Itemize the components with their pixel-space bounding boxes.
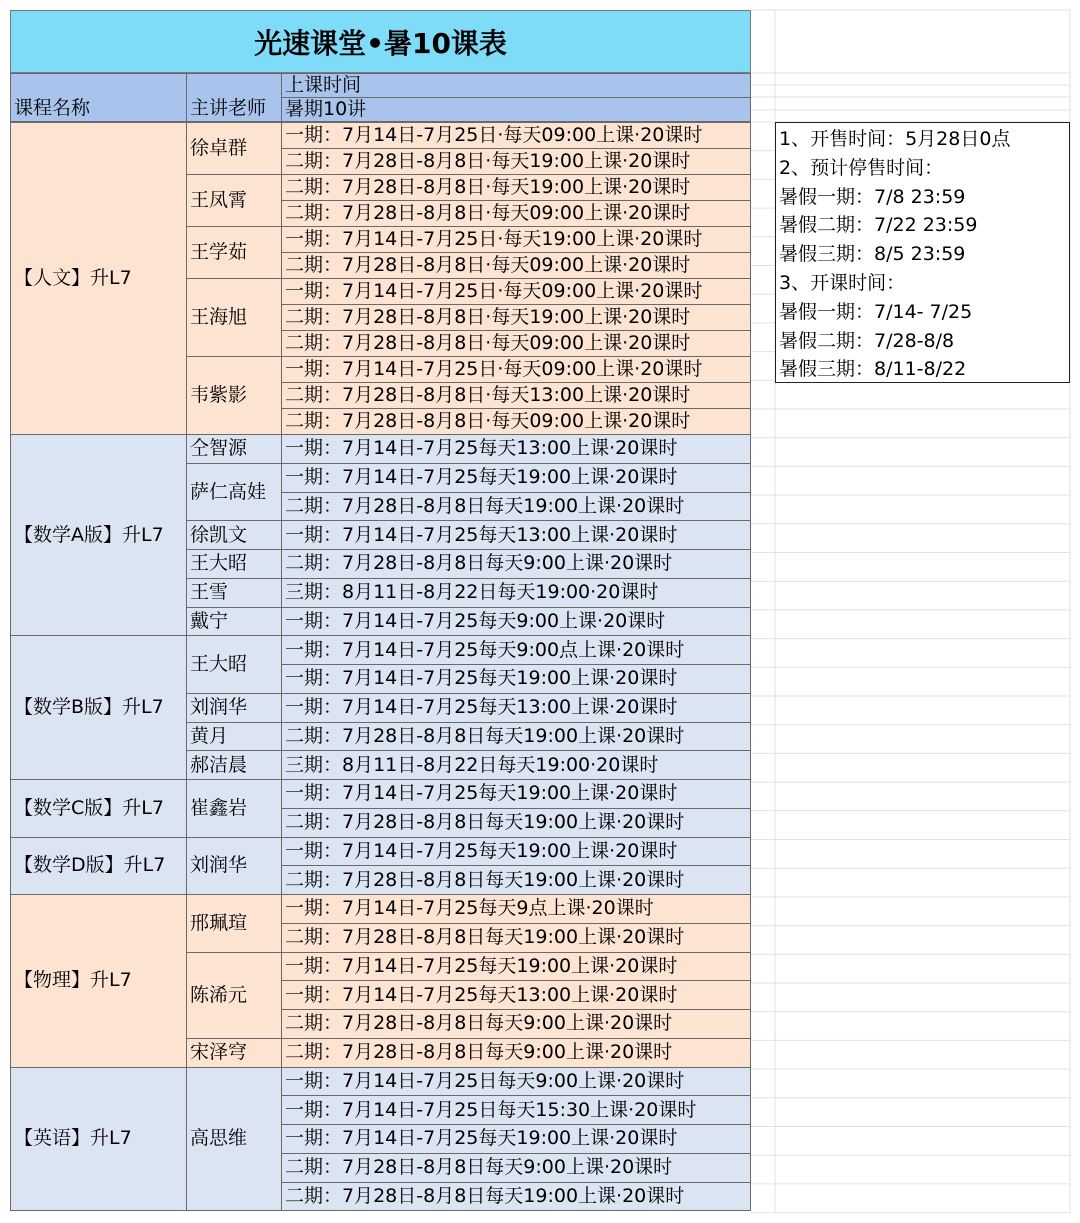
teacher-cell: 王雪 [186, 578, 282, 608]
note-line: 3、开课时间： [779, 271, 906, 294]
schedule-cell: 一期：7月14日-7月25每天13:00上课·20课时 [281, 520, 751, 550]
course-name-cell: 【数学C版】升L7 [10, 779, 187, 838]
schedule-cell: 一期：7月14日-7月25每天13:00上课·20课时 [281, 434, 751, 464]
teacher-cell: 戴宁 [186, 607, 282, 637]
note-line: 暑假二期：7/22 23:59 [779, 214, 978, 237]
teacher-cell: 郝洁晨 [186, 750, 282, 780]
schedule-cell: 一期：7月14日-7月25每天19:00上课·20课时 [281, 1124, 751, 1154]
teacher-cell: 王海旭 [186, 278, 282, 357]
schedule-cell: 一期：7月14日-7月25每天9点上课·20课时 [281, 894, 751, 924]
schedule-cell: 二期：7月28日-8月8日每天9:00上课·20课时 [281, 549, 751, 579]
schedule-cell: 一期：7月14日-7月25每天13:00上课·20课时 [281, 980, 751, 1010]
teacher-cell: 崔鑫岩 [186, 779, 282, 838]
schedule-cell: 二期：7月28日-8月8日每天19:00上课·20课时 [281, 865, 751, 895]
schedule-cell: 二期：7月28日-8月8日·每天09:00上课·20课时 [281, 330, 751, 357]
schedule-cell: 二期：7月28日-8月8日·每天09:00上课·20课时 [281, 408, 751, 435]
schedule-cell: 一期：7月14日-7月25每天9:00上课·20课时 [281, 607, 751, 637]
schedule-cell: 一期：7月14日-7月25每天19:00上课·20课时 [281, 664, 751, 694]
schedule-cell: 一期：7月14日-7月25日·每天19:00上课·20课时 [281, 226, 751, 253]
course-name-cell: 【数学B版】升L7 [10, 635, 187, 780]
note-line: 暑假一期：7/8 23:59 [779, 185, 966, 208]
schedule-cell: 一期：7月14日-7月25每天19:00上课·20课时 [281, 463, 751, 493]
header-summer-10-lessons: 暑期10讲 [281, 97, 751, 122]
schedule-cell: 一期：7月14日-7月25日·每天09:00上课·20课时 [281, 122, 751, 149]
teacher-cell: 高思维 [186, 1067, 282, 1212]
teacher-cell: 王大昭 [186, 635, 282, 694]
note-line: 暑假一期：7/14- 7/25 [779, 300, 973, 323]
teacher-cell: 刘润华 [186, 693, 282, 723]
teacher-cell: 萨仁高娃 [186, 463, 282, 522]
teacher-cell: 宋泽穹 [186, 1038, 282, 1068]
course-name-cell: 【物理】升L7 [10, 894, 187, 1068]
course-name-cell: 【数学D版】升L7 [10, 837, 187, 896]
schedule-cell: 二期：7月28日-8月8日每天9:00上课·20课时 [281, 1153, 751, 1183]
teacher-cell: 徐卓群 [186, 122, 282, 175]
schedule-cell: 二期：7月28日-8月8日每天19:00上课·20课时 [281, 808, 751, 838]
header-course-name: 课程名称 [10, 73, 187, 122]
schedule-cell: 二期：7月28日-8月8日·每天13:00上课·20课时 [281, 382, 751, 409]
schedule-cell: 一期：7月14日-7月25日每天9:00上课·20课时 [281, 1067, 751, 1097]
schedule-title: 光速课堂•暑10课表 [10, 10, 751, 73]
schedule-cell: 二期：7月28日-8月8日每天9:00上课·20课时 [281, 1038, 751, 1068]
schedule-cell: 三期：8月11日-8月22日每天19:00·20课时 [281, 750, 751, 780]
schedule-cell: 一期：7月14日-7月25每天9:00点上课·20课时 [281, 635, 751, 665]
schedule-cell: 二期：7月28日-8月8日每天19:00上课·20课时 [281, 923, 751, 953]
teacher-cell: 仝智源 [186, 434, 282, 464]
teacher-cell: 黄月 [186, 722, 282, 752]
teacher-cell: 邢珮瑄 [186, 894, 282, 953]
sale-notes-box [775, 122, 1070, 383]
schedule-cell: 二期：7月28日-8月8日·每天19:00上课·20课时 [281, 174, 751, 201]
schedule-cell: 二期：7月28日-8月8日·每天09:00上课·20课时 [281, 252, 751, 279]
note-line: 1、开售时间：5月28日0点 [779, 128, 1011, 150]
teacher-cell: 徐凯文 [186, 520, 282, 550]
schedule-cell: 一期：7月14日-7月25每天13:00上课·20课时 [281, 693, 751, 723]
course-name-cell: 【数学A版】升L7 [10, 434, 187, 636]
schedule-cell: 二期：7月28日-8月8日·每天19:00上课·20课时 [281, 148, 751, 175]
note-line: 2、预计停售时间： [779, 156, 944, 179]
course-name-cell: 【人文】升L7 [10, 122, 187, 435]
schedule-cell: 二期：7月28日-8月8日每天19:00上课·20课时 [281, 1182, 751, 1212]
schedule-cell: 一期：7月14日-7月25日·每天09:00上课·20课时 [281, 278, 751, 305]
schedule-cell: 二期：7月28日-8月8日每天19:00上课·20课时 [281, 722, 751, 752]
teacher-cell: 王大昭 [186, 549, 282, 579]
header-teacher: 主讲老师 [186, 73, 282, 122]
note-line: 暑假三期：8/5 23:59 [779, 243, 966, 266]
schedule-cell: 二期：7月28日-8月8日·每天19:00上课·20课时 [281, 304, 751, 331]
schedule-cell: 三期：8月11日-8月22日每天19:00·20课时 [281, 578, 751, 608]
teacher-cell: 陈浠元 [186, 952, 282, 1039]
teacher-cell: 韦紫影 [186, 356, 282, 435]
schedule-cell: 一期：7月14日-7月25每天19:00上课·20课时 [281, 952, 751, 982]
schedule-cell: 一期：7月14日-7月25日·每天09:00上课·20课时 [281, 356, 751, 383]
note-line: 暑假二期：7/28-8/8 [779, 329, 955, 352]
teacher-cell: 王学茹 [186, 226, 282, 279]
note-line: 暑假三期：8/11-8/22 [779, 358, 967, 381]
schedule-cell: 二期：7月28日-8月8日每天9:00上课·20课时 [281, 1009, 751, 1039]
course-name-cell: 【英语】升L7 [10, 1067, 187, 1212]
schedule-cell: 一期：7月14日-7月25每天19:00上课·20课时 [281, 779, 751, 809]
teacher-cell: 刘润华 [186, 837, 282, 896]
schedule-cell: 一期：7月14日-7月25日每天15:30上课·20课时 [281, 1095, 751, 1125]
schedule-cell: 二期：7月28日-8月8日每天19:00上课·20课时 [281, 492, 751, 522]
header-class-time: 上课时间 [281, 73, 751, 98]
schedule-cell: 二期：7月28日-8月8日·每天09:00上课·20课时 [281, 200, 751, 227]
teacher-cell: 王凤霄 [186, 174, 282, 227]
schedule-cell: 一期：7月14日-7月25每天19:00上课·20课时 [281, 837, 751, 867]
